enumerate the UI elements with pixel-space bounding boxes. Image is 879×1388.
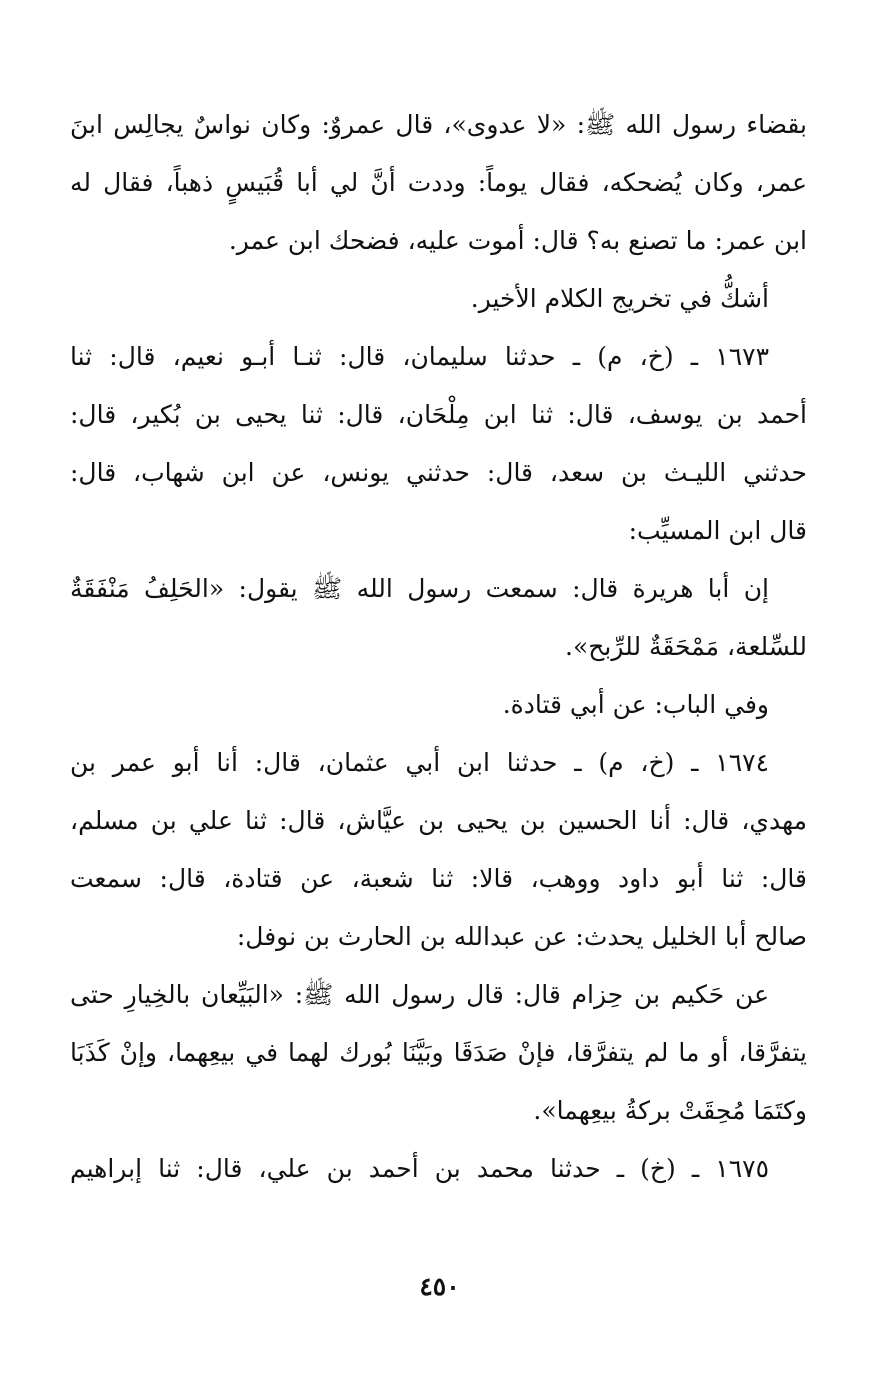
text-line: قال: ثنا أبو داود ووهب، قالا: ثنا شعبة، عن قتادة، قال: سمعت [70, 864, 807, 893]
hadith-heading-line: ١٦٧٤ ـ (خ، م) ـ حدثنا ابن أبي عثمان، قال: أنا أبو عمر بن [70, 748, 769, 777]
text-line: أشكُّ في تخريج الكلام الأخير. [470, 284, 769, 313]
text-line: يتفرَّقا، أو ما لم يتفرَّقا، فإنْ صَدَقَا وبَيَّنَا بُورك لهما في بيعِهما، وإنْ كَذَبَا [70, 1038, 807, 1067]
text-line: ابن عمر: ما تصنع به؟ قال: أموت عليه، فضحك ابن عمر. [228, 226, 807, 255]
text-line: للسِّلعة، مَمْحَقَةٌ للرِّبح». [565, 632, 807, 661]
text-line: إن أبا هريرة قال: سمعت رسول الله ﷺ يقول: «الحَلِفُ مَنْفَقَةٌ [70, 574, 769, 603]
text-line: قال ابن المسيِّب: [628, 516, 807, 545]
text-line: عن حَكيم بن حِزام قال: قال رسول الله ﷺ: «البَيِّعان بالخِيارِ حتى [70, 980, 769, 1009]
text-line: أحمد بن يوسف، قال: ثنا ابن مِلْحَان، قال: ثنا يحيى بن بُكير، قال: [70, 400, 807, 429]
text-line: عمر، وكان يُضحكه، فقال يوماً: وددت أنَّ لي أبا قُبَيسٍ ذهباً، فقال له [70, 168, 807, 197]
page-body [70, 96, 807, 1198]
text-line: بقضاء رسول الله ﷺ: «لا عدوى»، قال عمروٌ: وكان نواسٌ يجالِس ابنَ [70, 110, 807, 139]
page-number: ٤٥٠ [419, 1272, 460, 1301]
text-line: وفي الباب: عن أبي قتادة. [502, 690, 769, 719]
text-line: مهدي، قال: أنا الحسين بن يحيى بن عيَّاش، قال: ثنا علي بن مسلم، [70, 806, 807, 835]
text-line: صالح أبا الخليل يحدث: عن عبدالله بن الحارث بن نوفل: [236, 922, 807, 951]
text-line: حدثني الليـث بن سعد، قال: حدثني يونس، عن ابن شهاب، قال: [70, 458, 807, 487]
text-line: وكتَمَا مُحِقَتْ بركةُ بيعِهما». [533, 1096, 807, 1125]
hadith-heading-line: ١٦٧٣ ـ (خ، م) ـ حدثنا سليمان، قال: ثنـا أبـو نعيم، قال: ثنا [70, 342, 769, 371]
hadith-heading-line: ١٦٧٥ ـ (خ) ـ حدثنا محمد بن أحمد بن علي، قال: ثنا إبراهيم [70, 1154, 769, 1183]
